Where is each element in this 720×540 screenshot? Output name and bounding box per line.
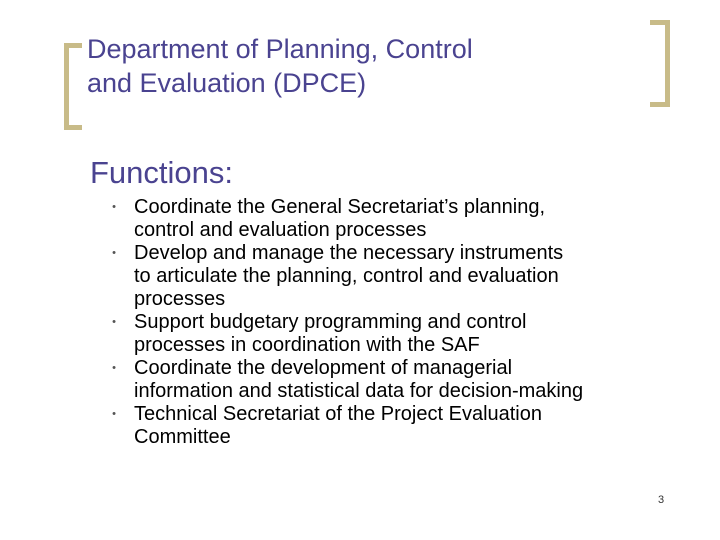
slide-title [87, 32, 627, 100]
list-item [110, 196, 670, 242]
slide-title-line-1: Department of Planning, Control [87, 34, 473, 64]
right-bracket-decoration [650, 20, 670, 107]
list-item [110, 357, 670, 403]
bullet-icon: • [112, 316, 116, 328]
list-item-line: Coordinate the development of managerial [134, 357, 513, 379]
list-item [110, 311, 670, 357]
list-item-line: Committee [134, 426, 231, 448]
list-item-line: processes in coordination with the SAF [134, 334, 480, 356]
list-item-text [134, 357, 670, 403]
list-item-text [134, 196, 670, 242]
list-item-line: control and evaluation processes [134, 219, 427, 241]
list-item-text [134, 242, 670, 311]
slide-title-line-2: and Evaluation (DPCE) [87, 68, 367, 98]
page-number: 3 [658, 494, 665, 506]
bullet-icon: • [112, 201, 116, 213]
list-item-line: Technical Secretariat of the Project Evaluation [134, 403, 542, 425]
list-item-line: Develop and manage the necessary instruments [134, 242, 564, 264]
list-item-text [134, 311, 670, 357]
list-item-text [134, 403, 670, 449]
left-bracket-decoration [64, 43, 82, 130]
functions-heading: Functions: [90, 155, 234, 190]
list-item-line: processes [134, 288, 226, 310]
list-item-line: to articulate the planning, control and evaluation [134, 265, 559, 287]
list-item-line: Support budgetary programming and control [134, 311, 527, 333]
bullet-icon: • [112, 247, 116, 259]
list-item [110, 242, 670, 311]
bullet-icon: • [112, 408, 116, 420]
list-item [110, 403, 670, 449]
list-item-line: Coordinate the General Secretariat’s planning, [134, 196, 545, 218]
list-item-line: information and statistical data for decision-making [134, 380, 584, 402]
bullet-icon: • [112, 362, 116, 374]
functions-list [110, 196, 670, 449]
